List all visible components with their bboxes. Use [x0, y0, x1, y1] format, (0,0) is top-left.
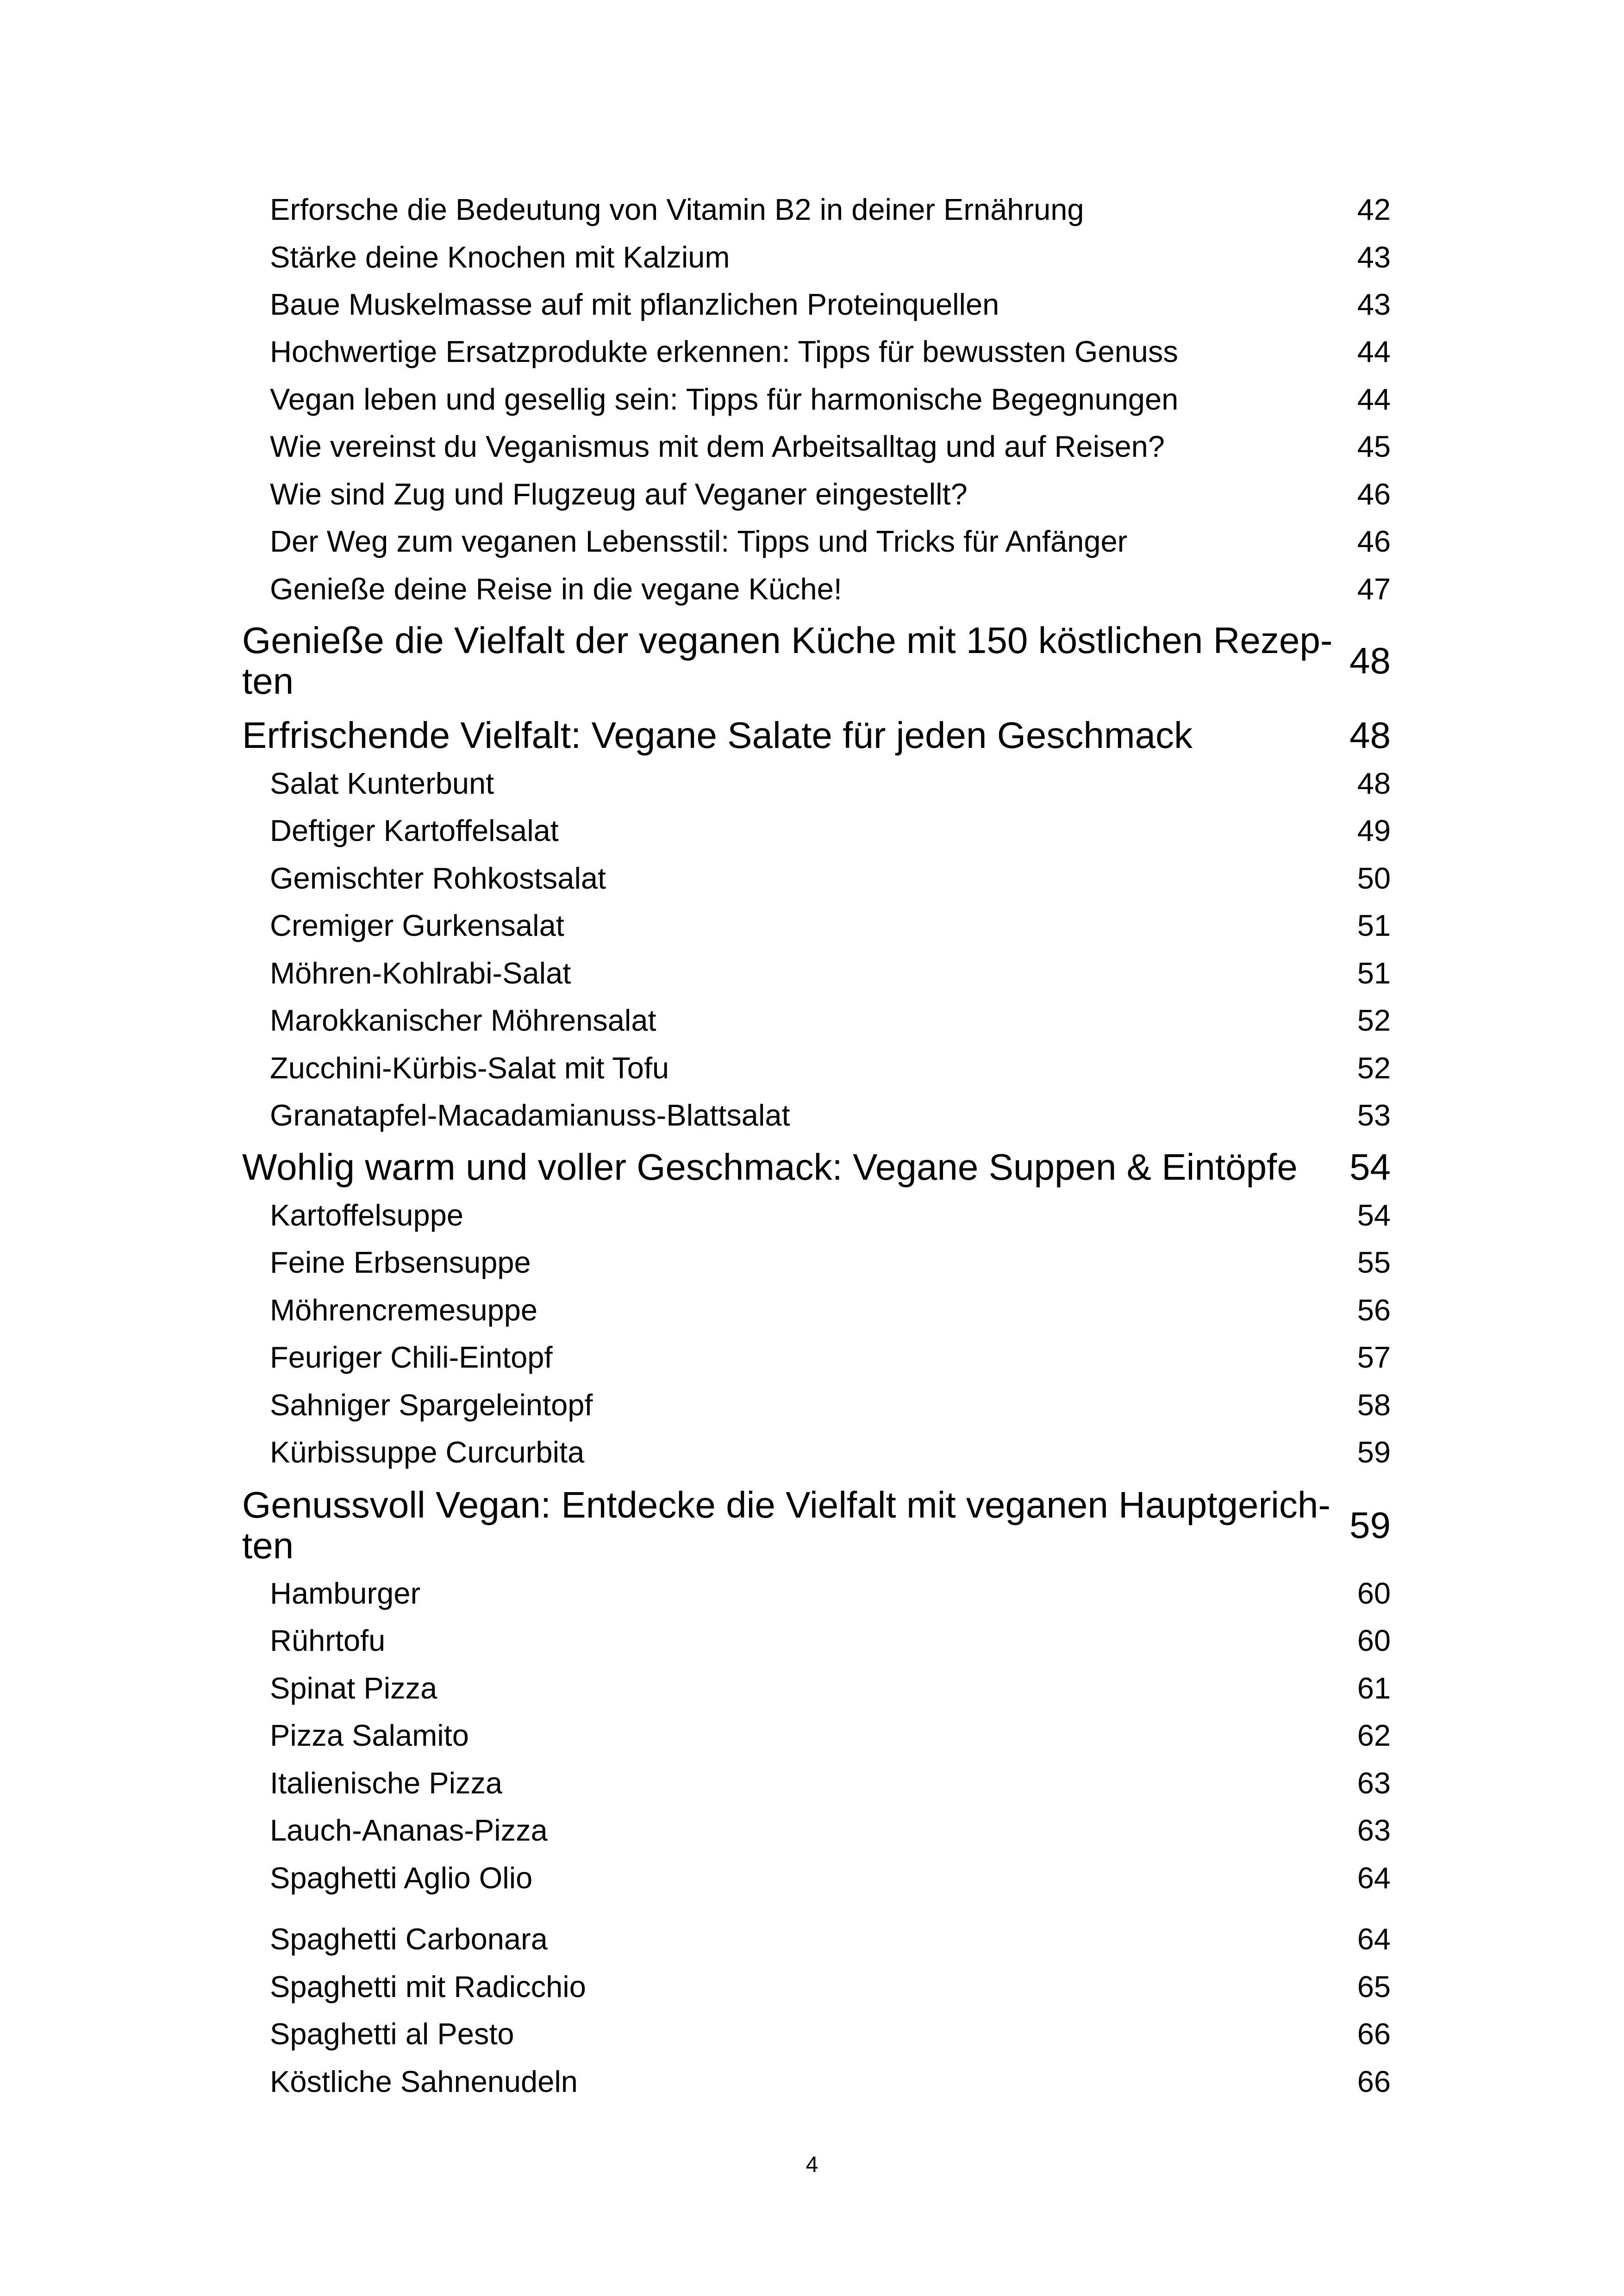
toc-entry-title: Möhrencremesuppe	[270, 1293, 538, 1327]
toc-entry-title: Vegan leben und gesellig sein: Tipps für harmonische Begegnungen	[270, 382, 1179, 416]
toc-entry-page: 66	[1357, 2017, 1391, 2051]
toc-entry-title: Gemischter Rohkostsalat	[270, 861, 606, 895]
toc-entry-page: 44	[1357, 335, 1391, 368]
toc-entry-page: 45	[1357, 429, 1391, 463]
toc-entry-page: 46	[1357, 477, 1391, 511]
toc-entry-title: Spaghetti mit Radicchio	[270, 1970, 586, 2004]
toc-entry-title: Sahniger Spargeleintopf	[270, 1388, 593, 1422]
toc-entry-page: 66	[1357, 2065, 1391, 2098]
toc-entry-title: Spaghetti Carbonara	[270, 1922, 548, 1956]
toc-entry-page: 63	[1357, 1813, 1391, 1847]
toc-entry-page: 47	[1357, 572, 1391, 606]
toc-entry-title: Salat Kunterbunt	[270, 766, 494, 800]
toc-entry-page: 43	[1357, 240, 1391, 274]
toc-chapter-title-line2: ten	[242, 660, 294, 702]
toc-entry-title: Kartoffelsuppe	[270, 1198, 463, 1232]
toc-entry-page: 56	[1357, 1293, 1391, 1327]
toc-entry-title: Rührtofu	[270, 1624, 386, 1657]
toc-entry-title: Baue Muskelmasse auf mit pflanzlichen Proteinquellen	[270, 287, 999, 321]
toc-entry-page: 59	[1357, 1435, 1391, 1469]
toc-entry-title: Feuriger Chili-Eintopf	[270, 1340, 553, 1374]
toc-chapter-page: 59	[1349, 1505, 1391, 1546]
toc-entry-page: 44	[1357, 382, 1391, 416]
toc-entry-title: Wie sind Zug und Flugzeug auf Veganer eingestellt?	[270, 477, 968, 511]
page-number: 4	[806, 2153, 818, 2177]
toc-chapter-page: 54	[1349, 1146, 1391, 1188]
toc-chapter-title: Wohlig warm und voller Geschmack: Vegane Suppen & Eintöpfe	[242, 1146, 1298, 1188]
toc-chapter-title-line1: Genieße die Vielfalt der veganen Küche mit 150 köstlichen Rezep-	[242, 620, 1333, 661]
toc-entry-page: 51	[1357, 956, 1391, 990]
toc-entry-page: 52	[1357, 1003, 1391, 1037]
toc-entry-title: Granatapfel-Macadamianuss-Blattsalat	[270, 1098, 790, 1132]
toc-chapter-title-line2: ten	[242, 1525, 294, 1566]
toc-entry-page: 58	[1357, 1388, 1391, 1422]
toc-entry-page: 46	[1357, 524, 1391, 558]
toc-entry-title: Feine Erbsensuppe	[270, 1245, 531, 1279]
toc-entry-page: 50	[1357, 861, 1391, 895]
toc-chapter-title: Erfrischende Vielfalt: Vegane Salate für jeden Geschmack	[242, 715, 1193, 756]
toc-entry-page: 54	[1357, 1198, 1391, 1232]
toc-entry-page: 62	[1357, 1718, 1391, 1752]
toc-entry-title: Pizza Salamito	[270, 1718, 469, 1752]
toc-entry-title: Spinat Pizza	[270, 1671, 437, 1705]
toc-entry-page: 60	[1357, 1624, 1391, 1657]
toc-entry-title: Italienische Pizza	[270, 1766, 503, 1800]
toc-entry-page: 55	[1357, 1245, 1391, 1279]
toc-entry-page: 65	[1357, 1970, 1391, 2004]
toc-entry-page: 60	[1357, 1576, 1391, 1610]
toc-entry-page: 43	[1357, 287, 1391, 321]
toc-entry-page: 51	[1357, 908, 1391, 942]
toc-chapter-page: 48	[1349, 715, 1391, 756]
toc-entry-page: 64	[1357, 1861, 1391, 1895]
toc-entry-title: Deftiger Kartoffelsalat	[270, 814, 559, 847]
toc-entry-title: Zucchini-Kürbis-Salat mit Tofu	[270, 1051, 669, 1085]
toc-entry-page: 57	[1357, 1340, 1391, 1374]
toc-entry-page: 63	[1357, 1766, 1391, 1800]
toc-entry-page: 53	[1357, 1098, 1391, 1132]
toc-chapter-title-line1: Genussvoll Vegan: Entdecke die Vielfalt mit veganen Hauptgerich-	[242, 1484, 1331, 1525]
toc-entry-title: Cremiger Gurkensalat	[270, 908, 564, 942]
toc-entry-page: 64	[1357, 1922, 1391, 1956]
toc-entry-page: 42	[1357, 193, 1391, 226]
toc-entry-title: Erforsche die Bedeutung von Vitamin B2 in deiner Ernährung	[270, 193, 1084, 226]
toc-entry-title: Hamburger	[270, 1576, 421, 1610]
toc-entry-title: Der Weg zum veganen Lebensstil: Tipps und Tricks für Anfänger	[270, 524, 1128, 558]
toc-entry-title: Hochwertige Ersatzprodukte erkennen: Tipps für bewussten Genuss	[270, 335, 1178, 368]
toc-entry-page: 48	[1357, 766, 1391, 800]
toc-chapter-page: 48	[1349, 640, 1391, 681]
toc-entry-title: Genieße deine Reise in die vegane Küche!	[270, 572, 842, 606]
toc-entry-title: Möhren-Kohlrabi-Salat	[270, 956, 571, 990]
toc-entry-page: 52	[1357, 1051, 1391, 1085]
toc-entry-title: Kürbissuppe Curcurbita	[270, 1435, 585, 1469]
toc-entry-page: 61	[1357, 1671, 1391, 1705]
toc-entry-title: Spaghetti Aglio Olio	[270, 1861, 533, 1895]
toc-entry-title: Marokkanischer Möhrensalat	[270, 1003, 656, 1037]
toc-entry-title: Spaghetti al Pesto	[270, 2017, 514, 2051]
toc-entry-title: Lauch-Ananas-Pizza	[270, 1813, 548, 1847]
toc-entry-title: Köstliche Sahnenudeln	[270, 2065, 578, 2098]
toc-entry-title: Wie vereinst du Veganismus mit dem Arbeitsalltag und auf Reisen?	[270, 429, 1165, 463]
toc-entry-title: Stärke deine Knochen mit Kalzium	[270, 240, 730, 274]
toc-entry-page: 49	[1357, 814, 1391, 847]
